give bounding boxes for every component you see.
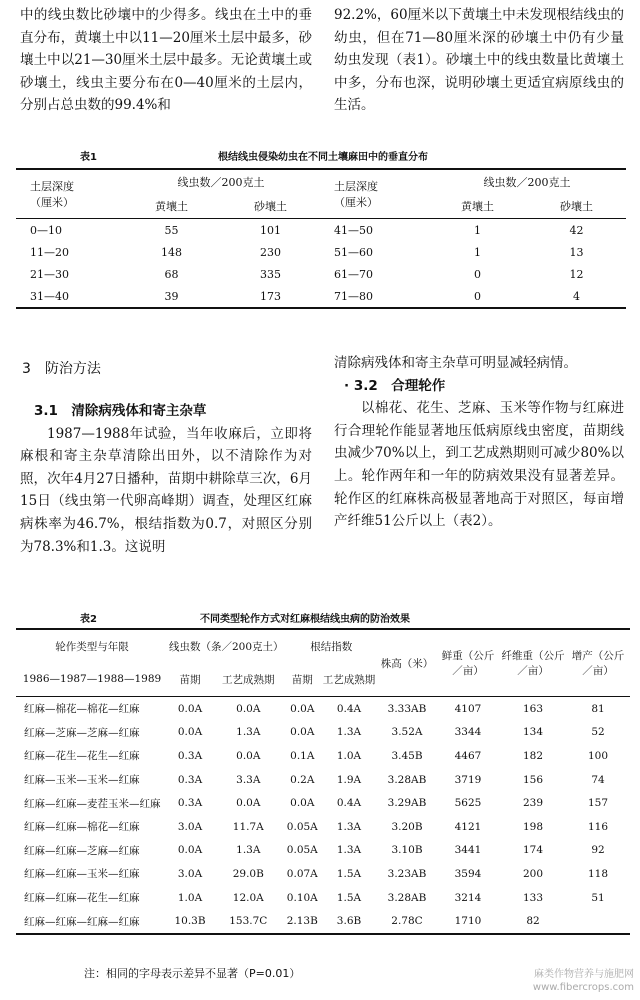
section3-heading: 3 防治方法 bbox=[22, 361, 101, 377]
table1-header-count: 线虫数／200克土 bbox=[177, 176, 265, 189]
table1-cell: 335 bbox=[260, 267, 281, 281]
table1-cell: 13 bbox=[569, 245, 584, 259]
table1-cell: 148 bbox=[161, 245, 182, 259]
table1-row bbox=[16, 285, 626, 308]
table1-cell: 0 bbox=[474, 289, 481, 303]
table1-cell: 12 bbox=[569, 267, 584, 281]
table2-cell: 0.05A bbox=[286, 844, 318, 857]
table1-depth-unit-2: （厘米） bbox=[334, 196, 378, 209]
table2-cell: 0.0A bbox=[236, 702, 261, 715]
paragraph-top-left bbox=[20, 4, 312, 117]
table1-header-depth bbox=[16, 169, 122, 219]
table2-header-type: 轮作类型与年限 bbox=[55, 640, 129, 653]
table2-cell: 3.45B bbox=[391, 749, 423, 762]
table2-header-mature-2: 工艺成熟期 bbox=[322, 673, 376, 686]
table2-cell: 3.0A bbox=[177, 820, 203, 833]
table2-cell: 0.3A bbox=[177, 797, 203, 810]
table2-cell: 1.5A bbox=[336, 867, 362, 880]
table2-cell: 100 bbox=[587, 749, 609, 762]
table2-row bbox=[16, 862, 630, 886]
table2-cell: 3344 bbox=[454, 726, 482, 739]
table2-cell: 0.2A bbox=[290, 773, 315, 786]
text-top-left: 中的线虫数比砂壤中的少得多。线虫在土中的垂直分布，黄壤土中以11—20厘米土层中最多，砂壤土中以21—30厘米土层中最多。无论黄壤土或砂壤土，线虫主要分布在0—40厘米的土层内，分别占总虫数的99.4%和 bbox=[20, 7, 312, 114]
table2-row bbox=[16, 886, 630, 910]
table2-cell: 12.0A bbox=[232, 891, 264, 904]
table1-cell: 1 bbox=[474, 223, 481, 237]
table2-cell: 3.52A bbox=[391, 726, 423, 739]
table1-cell: 173 bbox=[260, 289, 281, 303]
table2-cell: 3.3A bbox=[236, 773, 261, 786]
table2-cell bbox=[566, 909, 630, 934]
table2-cell: 156 bbox=[522, 773, 544, 786]
table2 bbox=[16, 628, 630, 935]
table2-cell: 0.0A bbox=[177, 702, 203, 715]
watermark-line1: 麻类作物营养与施肥网 bbox=[534, 969, 634, 980]
table2-cell: 0.4A bbox=[336, 797, 362, 810]
table2-cell: 2.78C bbox=[391, 915, 423, 928]
paragraph-top-right bbox=[334, 4, 624, 117]
table2-cell: 红麻—芝麻—芝麻—红麻 bbox=[24, 726, 140, 739]
table2-cell: 0.0A bbox=[290, 702, 315, 715]
table1-cell: 1 bbox=[474, 245, 481, 259]
watermark-line2: www.fibercrops.com bbox=[532, 982, 634, 993]
table2-cell: 163 bbox=[522, 702, 544, 715]
table1-depth-label: 土层深度 bbox=[30, 180, 74, 193]
table1-row bbox=[16, 241, 626, 263]
table2-cell: 11.7A bbox=[232, 820, 264, 833]
table2-cell: 0.07A bbox=[286, 867, 318, 880]
section-3-2-body: 以棉花、花生、芝麻、玉米等作物与红麻进行合理轮作能显著地压低病原线虫密度，苗期线虫减少70%以上，到工艺成熟期则可减少80%以上。轮作两年和一年的防病效果没有显著差异。轮作区的红麻株高极显著地高于对照区，每亩增产纤维51公斤以上（表2）。 bbox=[334, 400, 624, 530]
table2-header-fresh: 鲜重（公斤／亩） bbox=[441, 650, 495, 677]
table2-cell: 3.28AB bbox=[387, 891, 427, 904]
table2-cell: 3441 bbox=[454, 844, 482, 857]
table2-cell: 1.5A bbox=[336, 891, 362, 904]
table2-cell: 2.13B bbox=[286, 915, 318, 928]
table2-header-count: 线虫数（条／200克土） bbox=[169, 640, 284, 653]
table2-row bbox=[16, 721, 630, 745]
table2-cell: 5625 bbox=[454, 797, 482, 810]
table2-cell: 4107 bbox=[454, 702, 482, 715]
table2-cell: 1.3A bbox=[336, 820, 362, 833]
table2-cell: 3.33AB bbox=[387, 702, 427, 715]
table2-cell: 3.29AB bbox=[387, 797, 427, 810]
table2-cell: 118 bbox=[587, 867, 609, 880]
table2-cell: 红麻—玉米—玉米—红麻 bbox=[24, 774, 140, 787]
table1-header-sand-2: 砂壤土 bbox=[560, 200, 593, 213]
table1-header-yellow: 黄壤土 bbox=[155, 200, 188, 213]
table2-cell: 1.3A bbox=[236, 726, 261, 739]
table2-cell: 0.4A bbox=[336, 702, 362, 715]
table1-cell: 42 bbox=[569, 223, 584, 237]
table2-header-years: 1986—1987—1988—1989 bbox=[22, 673, 162, 685]
section-3-1 bbox=[20, 400, 312, 558]
table2-cell: 51 bbox=[591, 891, 605, 904]
table2-note: 注：相同的字母表示差异不显著（P=0.01） bbox=[84, 967, 301, 980]
text-top-right: 92.2%，60厘米以下黄壤土中未发现根结线虫的幼虫，但在71—80厘米深的砂壤土中仍有少量幼虫发现（表1）。砂壤土中的线虫数量比黄壤土中多，分布也深，说明砂壤土更适宜病原线虫的生活。 bbox=[334, 7, 624, 114]
table2-row bbox=[16, 839, 630, 863]
table2-cell: 红麻—红麻—棉花—红麻 bbox=[24, 821, 140, 834]
table2-cell: 红麻—红麻—花生—红麻 bbox=[24, 892, 140, 905]
table2-cell: 0.10A bbox=[286, 891, 318, 904]
table1-cell: 51—60 bbox=[334, 245, 373, 259]
table2-label: 表2 bbox=[80, 614, 97, 625]
table2-cell: 92 bbox=[591, 844, 605, 857]
table1-cell: 230 bbox=[260, 245, 281, 259]
table2-cell: 1.3A bbox=[236, 844, 261, 857]
table2-cell: 133 bbox=[522, 891, 544, 904]
table2-title: 不同类型轮作方式对红麻根结线虫病的防治效果 bbox=[200, 614, 410, 625]
table2-cell: 红麻—红麻—芝麻—红麻 bbox=[24, 844, 140, 857]
table1-label: 表1 bbox=[80, 152, 97, 163]
section-3-2 bbox=[334, 352, 624, 533]
table2-row bbox=[16, 697, 630, 721]
section-3-1-heading: 3.1 清除病残体和寄主杂草 bbox=[34, 403, 207, 419]
table2-cell: 红麻—红麻—玉米—红麻 bbox=[24, 868, 140, 881]
table2-header-index: 根结指数 bbox=[310, 640, 353, 653]
table2-cell: 3594 bbox=[454, 867, 482, 880]
table2-header-height: 株高（米） bbox=[380, 657, 434, 670]
table2-cell: 239 bbox=[522, 797, 544, 810]
table2-cell: 10.3B bbox=[174, 915, 206, 928]
table2-cell: 153.7C bbox=[229, 915, 268, 928]
table2-cell: 52 bbox=[591, 726, 605, 739]
table2-cell: 0.0A bbox=[236, 749, 261, 762]
table1-cell: 0—10 bbox=[30, 223, 62, 237]
table2-row bbox=[16, 768, 630, 792]
table1-header-yellow-2: 黄壤土 bbox=[461, 200, 494, 213]
table2-cell: 1.3A bbox=[336, 844, 362, 857]
table1-row bbox=[16, 263, 626, 285]
table1-cell: 31—40 bbox=[30, 289, 69, 303]
table2-cell: 3214 bbox=[454, 891, 482, 904]
table2-cell: 1.3A bbox=[336, 726, 362, 739]
table1-cell: 39 bbox=[164, 289, 179, 303]
table1-cell: 41—50 bbox=[334, 223, 373, 237]
table1-cell: 21—30 bbox=[30, 267, 69, 281]
table2-cell: 4121 bbox=[454, 820, 482, 833]
table1-cell: 61—70 bbox=[334, 267, 373, 281]
table2-cell: 1.0A bbox=[336, 749, 362, 762]
table2-cell: 174 bbox=[522, 844, 544, 857]
table1-row bbox=[16, 219, 626, 242]
table2-cell: 红麻—棉花—棉花—红麻 bbox=[24, 703, 140, 716]
table2-row bbox=[16, 744, 630, 768]
table2-cell: 1710 bbox=[454, 915, 482, 928]
table2-cell: 0.0A bbox=[290, 797, 315, 810]
table2-header-seed: 苗期 bbox=[179, 673, 201, 686]
table2-cell: 81 bbox=[591, 702, 605, 715]
table1-cell: 55 bbox=[164, 223, 179, 237]
section-3-2-heading: · 3.2 合理轮作 bbox=[344, 377, 446, 394]
table2-cell: 0.0A bbox=[290, 726, 315, 739]
table1-depth-unit: （厘米） bbox=[30, 196, 74, 209]
table2-cell: 134 bbox=[522, 726, 544, 739]
table2-row bbox=[16, 791, 630, 815]
table2-cell: 红麻—红麻—红麻—红麻 bbox=[24, 915, 140, 928]
table2-cell: 3.10B bbox=[391, 844, 423, 857]
table2-cell: 红麻—花生—花生—红麻 bbox=[24, 750, 140, 763]
table1-cell: 68 bbox=[164, 267, 179, 281]
table2-cell: 3.0A bbox=[177, 867, 203, 880]
table2-cell: 3.20B bbox=[391, 820, 423, 833]
table2-cell: 198 bbox=[522, 820, 544, 833]
table1 bbox=[16, 168, 626, 309]
table2-cell: 0.0A bbox=[177, 726, 203, 739]
table1-title: 根结线虫侵染幼虫在不同土壤麻田中的垂直分布 bbox=[218, 152, 428, 163]
table2-cell: 1.9A bbox=[336, 773, 362, 786]
table2-cell: 红麻—红麻—麦茬玉米—红麻 bbox=[24, 797, 161, 810]
table2-header-seed-2: 苗期 bbox=[291, 673, 313, 686]
table2-cell: 182 bbox=[522, 749, 544, 762]
table1-cell: 0 bbox=[474, 267, 481, 281]
table2-cell: 0.0A bbox=[236, 797, 261, 810]
table2-cell: 0.1A bbox=[290, 749, 315, 762]
table2-cell: 3.28AB bbox=[387, 773, 427, 786]
table1-header-sand: 砂壤土 bbox=[254, 200, 287, 213]
table2-header-mature: 工艺成熟期 bbox=[222, 673, 275, 686]
table2-row bbox=[16, 815, 630, 839]
table1-depth-label-2: 土层深度 bbox=[334, 180, 378, 193]
table2-cell: 3719 bbox=[454, 773, 482, 786]
table2-cell: 4467 bbox=[454, 749, 482, 762]
section-3-1-continuation: 清除病残体和寄主杂草可明显减轻病情。 bbox=[334, 355, 577, 371]
watermark bbox=[533, 968, 634, 994]
table2-cell: 74 bbox=[591, 773, 605, 786]
table2-cell: 200 bbox=[522, 867, 544, 880]
table2-cell: 3.23AB bbox=[387, 867, 427, 880]
table2-header-increase: 增产（公斤／亩） bbox=[571, 650, 625, 677]
table1-header-count-2: 线虫数／200克土 bbox=[483, 176, 571, 189]
table2-cell: 0.3A bbox=[177, 749, 203, 762]
table2-cell: 1.0A bbox=[177, 891, 203, 904]
table2-cell: 116 bbox=[587, 820, 609, 833]
table2-cell: 0.0A bbox=[177, 844, 203, 857]
table2-cell: 29.0B bbox=[232, 867, 264, 880]
table2-cell: 157 bbox=[587, 797, 609, 810]
table2-cell: 3.6B bbox=[336, 915, 362, 928]
table2-row bbox=[16, 909, 630, 934]
table1-cell: 4 bbox=[573, 289, 580, 303]
table2-cell: 0.05A bbox=[286, 820, 318, 833]
table1-header-depth-2 bbox=[320, 169, 428, 219]
table1-cell: 11—20 bbox=[30, 245, 69, 259]
table1-cell: 71—80 bbox=[334, 289, 373, 303]
table2-header-fiber: 纤维重（公斤／亩） bbox=[501, 650, 565, 677]
table2-cell: 0.3A bbox=[177, 773, 203, 786]
table1-cell: 101 bbox=[260, 223, 281, 237]
table2-cell: 82 bbox=[526, 915, 540, 928]
section-3-1-body: 1987—1988年试验，当年收麻后，立即将麻根和寄主杂草清除出田外，以不清除作为对照，次年4月27日播种，苗期中耕除草三次，6月15日（线虫第一代卵高峰期）调查，处理区红麻病株率为46.7%，根结指数为0.7，对照区分别为78.3%和1.3。这说明 bbox=[20, 425, 312, 555]
